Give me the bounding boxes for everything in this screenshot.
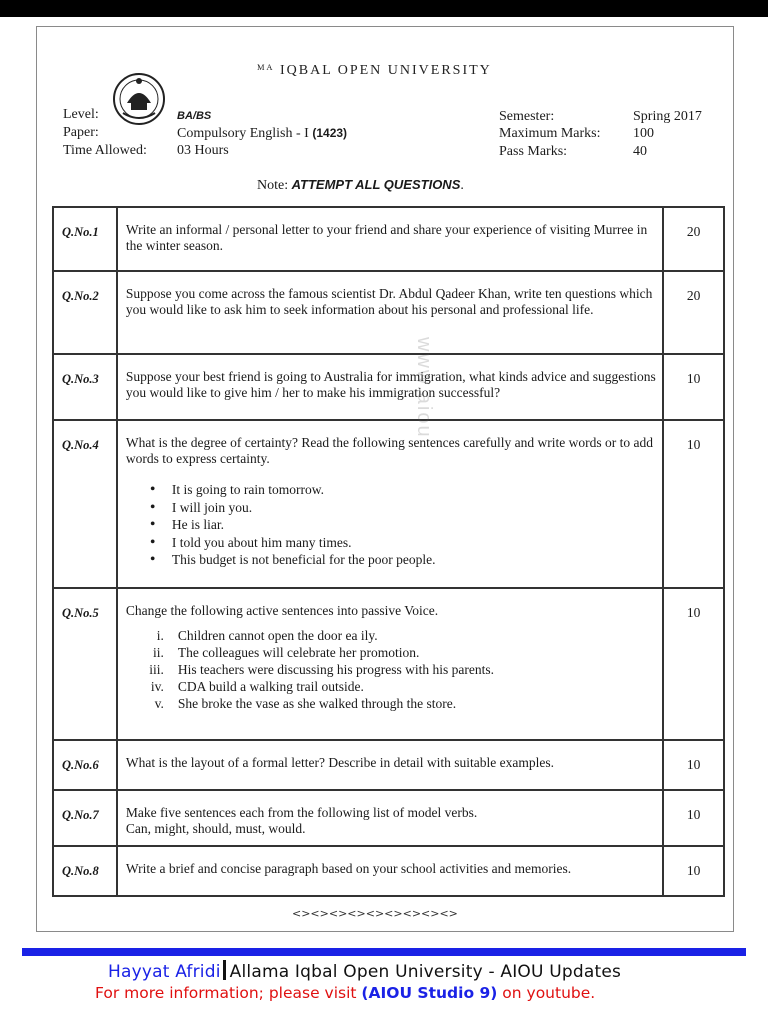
footer-blue-bar bbox=[22, 948, 746, 956]
question-text: Suppose you come across the famous scientist Dr. Abdul Qadeer Khan, write ten questions which you would like to ask him to seek information about his personal and professional life. bbox=[117, 271, 663, 354]
question-number: Q.No.8 bbox=[53, 846, 117, 896]
question-text: What is the degree of certainty? Read the following sentences carefully and write words or to add words to express certainty. bbox=[125, 435, 653, 466]
author-name: Hayyat Afridi bbox=[108, 962, 221, 982]
question-marks: 10 bbox=[663, 354, 724, 420]
max-marks-label: Maximum Marks: bbox=[499, 126, 601, 141]
item-text: The colleagues will celebrate her promotion. bbox=[177, 645, 420, 660]
item-text: His teachers were discussing his progress with his parents. bbox=[177, 662, 494, 677]
question-number: Q.No.6 bbox=[53, 740, 117, 790]
sentence-list bbox=[126, 627, 656, 712]
note-period: . bbox=[460, 178, 464, 193]
question-marks: 10 bbox=[663, 846, 724, 896]
footer-info-post: on youtube. bbox=[497, 984, 596, 1002]
channel-name: (AIOU Studio 9) bbox=[361, 984, 498, 1002]
question-text-block bbox=[117, 420, 663, 588]
question-text: Write an informal / personal letter to your friend and share your experience of visiting Murree in the winter season. bbox=[117, 207, 663, 271]
list-item bbox=[126, 644, 656, 661]
question-row bbox=[53, 271, 724, 354]
question-marks: 20 bbox=[663, 207, 724, 271]
list-item: • He is liar. bbox=[150, 516, 656, 534]
question-text: Change the following active sentences into passive Voice. bbox=[125, 603, 439, 618]
level-value: BA/BS bbox=[177, 110, 212, 122]
list-item: • This budget is not beneficial for the poor people. bbox=[150, 551, 656, 569]
question-number: Q.No.7 bbox=[53, 790, 117, 846]
list-item: • It is going to rain tomorrow. bbox=[150, 481, 656, 499]
question-number: Q.No.2 bbox=[53, 271, 117, 354]
footer-credit-line bbox=[108, 960, 621, 982]
list-item bbox=[126, 661, 656, 678]
university-title: ᴹᴬ IQBAL OPEN UNIVERSITY bbox=[257, 63, 492, 78]
question-row bbox=[53, 420, 724, 588]
item-number: i. bbox=[156, 628, 164, 643]
paper-value bbox=[177, 125, 347, 142]
time-value: 03 Hours bbox=[177, 143, 229, 158]
question-marks: 10 bbox=[663, 740, 724, 790]
top-black-bar bbox=[0, 0, 768, 17]
max-marks-value: 100 bbox=[633, 126, 654, 141]
list-item: • I told you about him many times. bbox=[150, 534, 656, 552]
question-row bbox=[53, 846, 724, 896]
level-label: Level: bbox=[63, 107, 99, 122]
question-marks: 10 bbox=[663, 588, 724, 740]
note-label: Note: bbox=[257, 178, 289, 193]
list-item: • I will join you. bbox=[150, 499, 656, 517]
question-row bbox=[53, 790, 724, 846]
instruction-note bbox=[257, 177, 464, 194]
item-text: Children cannot open the door ea ily. bbox=[177, 628, 378, 643]
question-text-block bbox=[117, 588, 663, 740]
item-number: v. bbox=[154, 696, 164, 711]
item-number: ii. bbox=[153, 645, 164, 660]
question-text: Suppose your best friend is going to Australia for immigration, what kinds advice and suggestions you would like to give him / her to make his immigration successful? bbox=[117, 354, 663, 420]
exam-paper bbox=[36, 26, 734, 932]
footer-info-line bbox=[95, 984, 595, 1002]
pass-marks-label: Pass Marks: bbox=[499, 144, 568, 159]
watermark-text: www.aiou bbox=[413, 337, 435, 439]
question-text: Write a brief and concise paragraph based on your school activities and memories. bbox=[117, 846, 663, 896]
verb-list: Can, might, should, must, would. bbox=[125, 821, 306, 836]
pass-marks-value: 40 bbox=[633, 144, 647, 159]
semester-label: Semester: bbox=[499, 109, 555, 124]
footer-separator bbox=[223, 960, 226, 980]
end-of-paper-mark: <><><><><><><><><> bbox=[292, 907, 458, 920]
item-text: CDA build a walking trail outside. bbox=[177, 679, 364, 694]
questions-table bbox=[52, 206, 725, 897]
question-marks: 20 bbox=[663, 271, 724, 354]
footer-source: Allama Iqbal Open University - AIOU Updates bbox=[229, 962, 622, 982]
question-number: Q.No.5 bbox=[53, 588, 117, 740]
question-number: Q.No.4 bbox=[53, 420, 117, 588]
paper-label: Paper: bbox=[63, 125, 99, 140]
question-text-block bbox=[117, 790, 663, 846]
list-item bbox=[126, 695, 656, 712]
question-marks: 10 bbox=[663, 420, 724, 588]
question-number: Q.No.1 bbox=[53, 207, 117, 271]
question-row bbox=[53, 354, 724, 420]
question-row bbox=[53, 207, 724, 271]
paper-code: (1423) bbox=[312, 126, 348, 140]
question-text: What is the layout of a formal letter? Describe in detail with suitable examples. bbox=[117, 740, 663, 790]
question-row bbox=[53, 588, 724, 740]
question-row bbox=[53, 740, 724, 790]
time-label: Time Allowed: bbox=[63, 143, 147, 158]
university-crest-logo bbox=[109, 69, 169, 129]
footer-info-pre: For more information; please visit bbox=[95, 984, 362, 1002]
item-number: iv. bbox=[150, 679, 164, 694]
question-number: Q.No.3 bbox=[53, 354, 117, 420]
question-marks: 10 bbox=[663, 790, 724, 846]
note-text: ATTEMPT ALL QUESTIONS bbox=[291, 177, 461, 192]
list-item bbox=[126, 678, 656, 695]
item-number: iii. bbox=[149, 662, 164, 677]
sentence-list bbox=[150, 481, 656, 569]
paper-name: Compulsory English - I bbox=[177, 126, 309, 141]
item-text: She broke the vase as she walked through the store. bbox=[177, 696, 457, 711]
list-item bbox=[126, 627, 656, 644]
question-text: Make five sentences each from the following list of model verbs. bbox=[125, 805, 478, 820]
semester-value: Spring 2017 bbox=[633, 109, 702, 124]
